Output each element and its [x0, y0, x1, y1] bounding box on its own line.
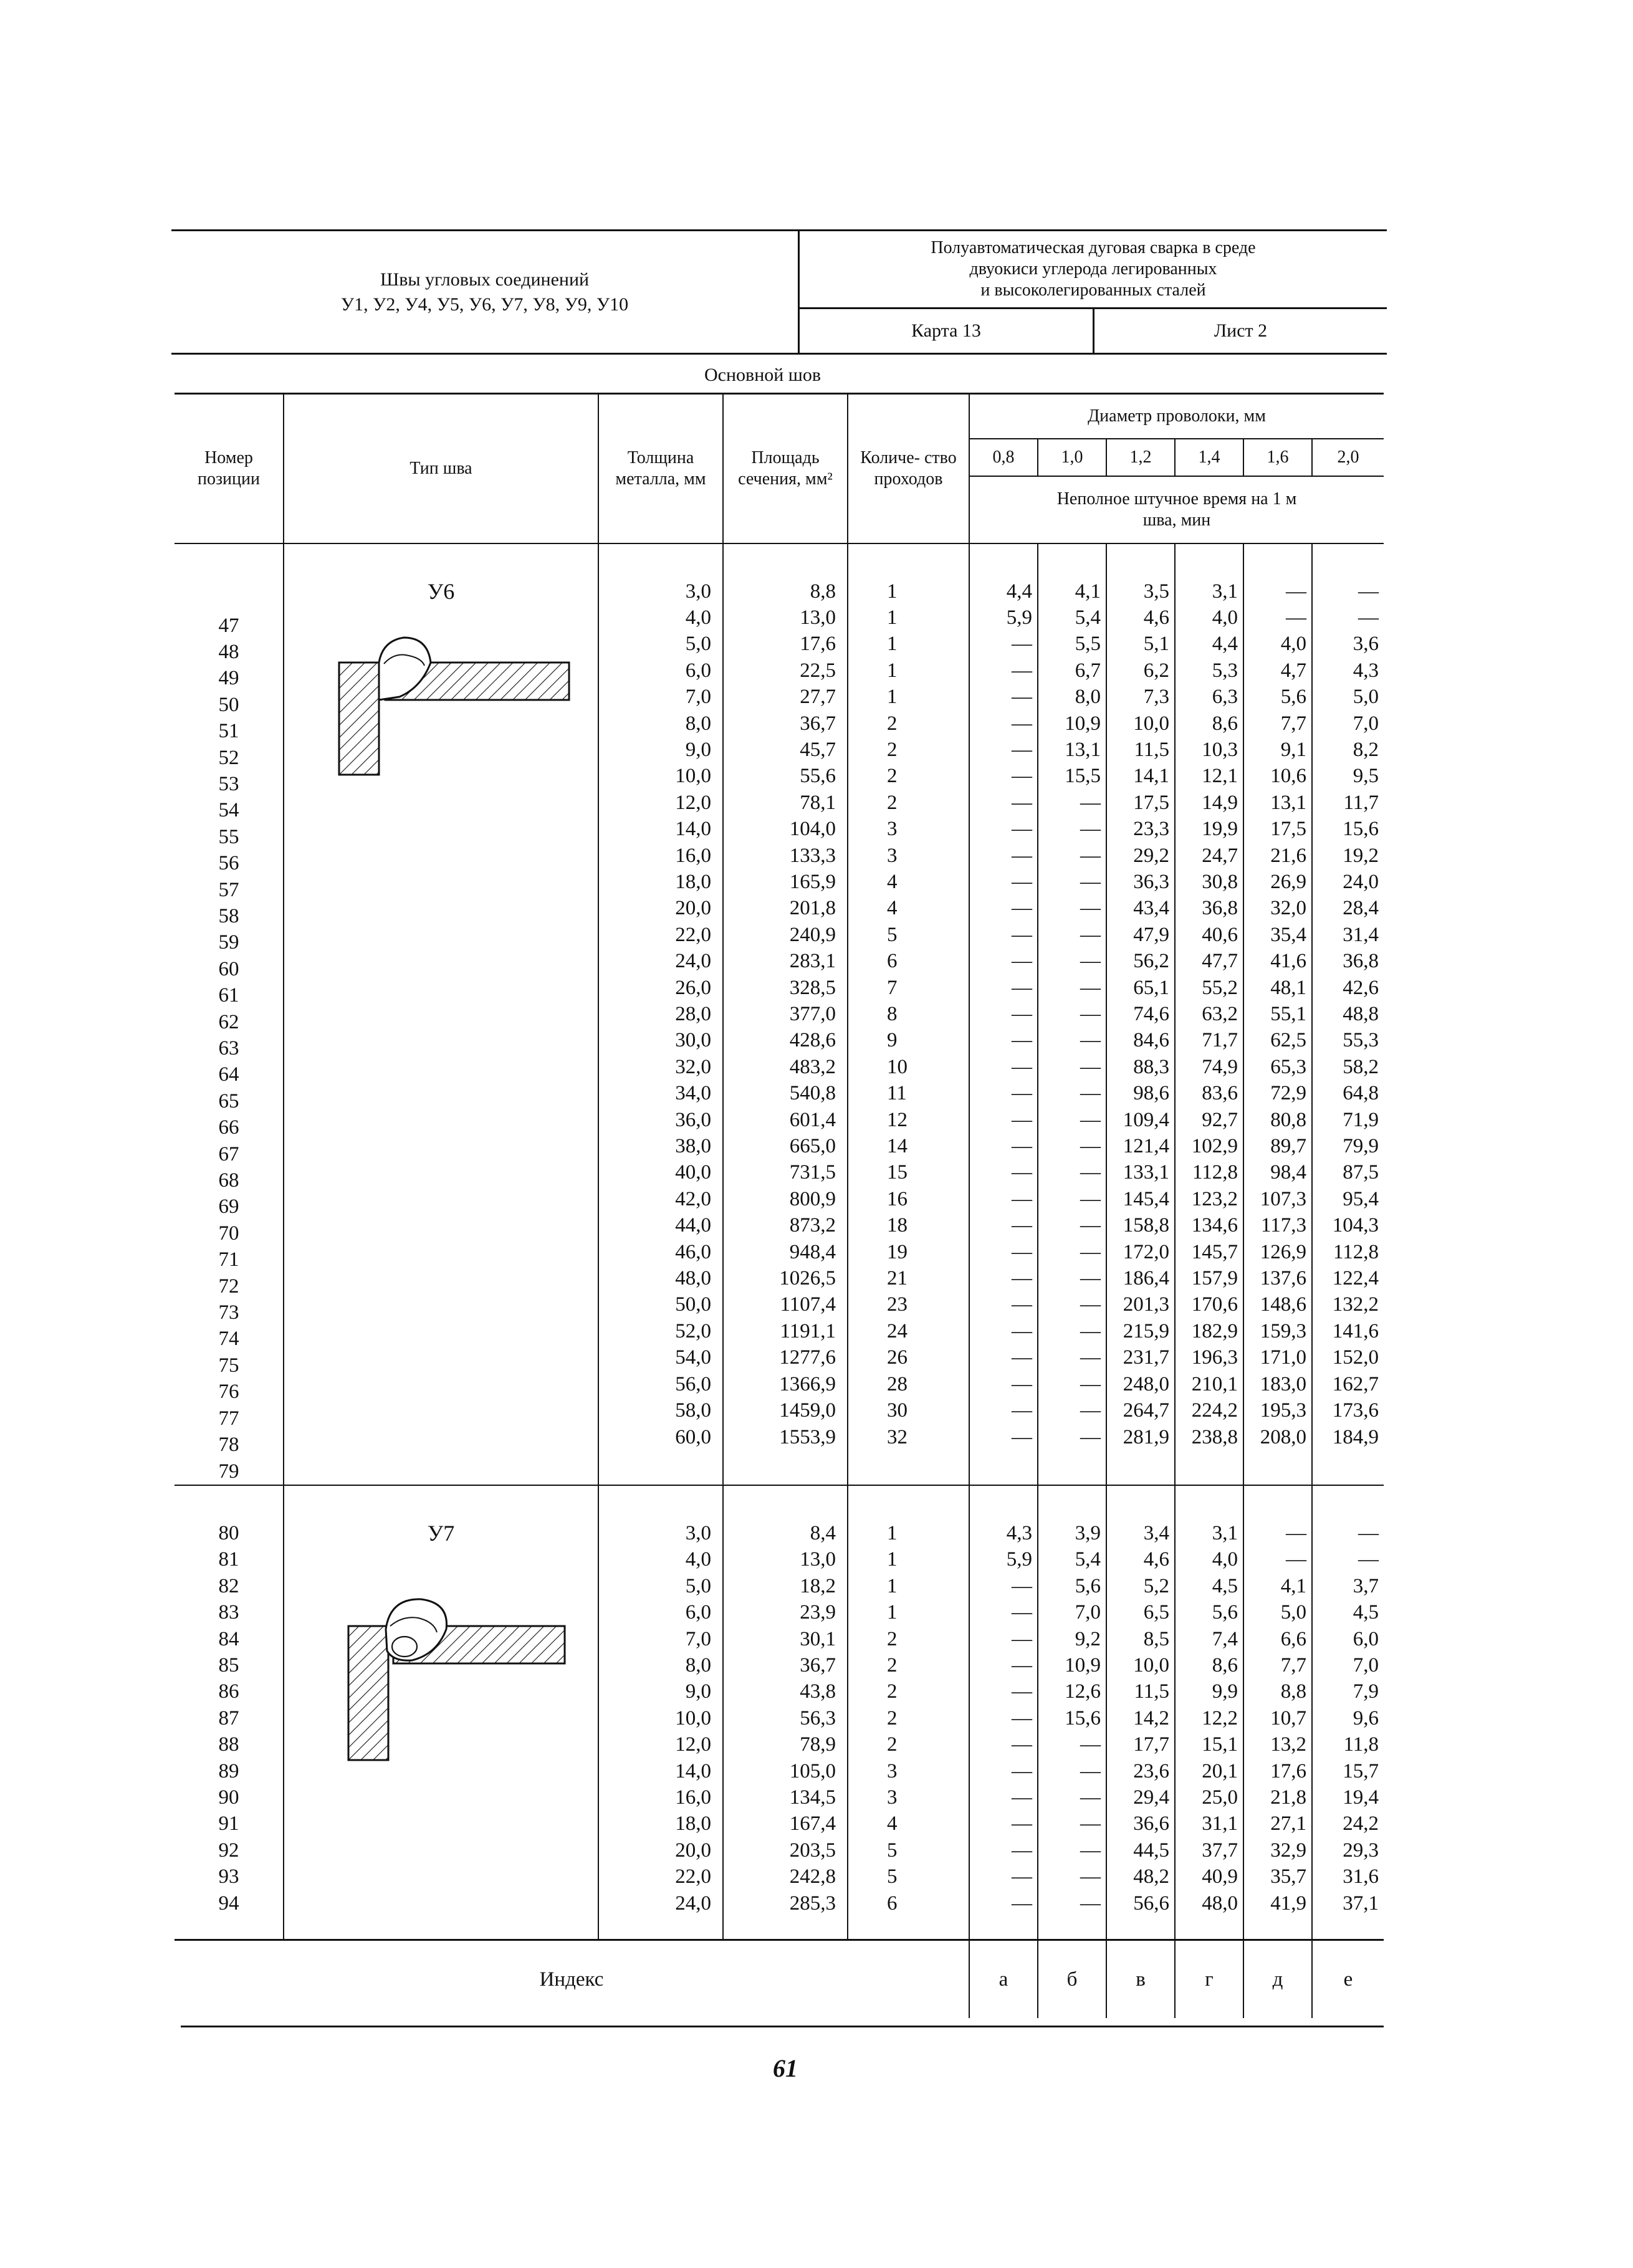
col-header-type: Тип шва — [284, 394, 598, 543]
passes-list: 1 1 1 1 1 2 2 2 2 3 3 4 4 5 6 7 8 9 10 11 12 14 15 16 18 19 21 23 24 26 28 30 32 — [887, 580, 907, 1448]
index-row — [175, 1940, 1384, 2019]
seam-type-line-1: Швы угловых соединений — [380, 269, 590, 290]
seam-type-line-2: У1, У2, У4, У5, У6, У7, У8, У9, У10 — [340, 294, 629, 315]
sheet-number: Лист 2 — [1214, 320, 1268, 341]
diameter-1-2: 1,2 — [1106, 439, 1175, 476]
area-list: 8,4 13,0 18,2 23,9 30,1 36,7 43,8 56,3 78,9 105,0 134,5 167,4 203,5 242,8 285,3 — [789, 1521, 836, 1915]
footer-rule — [181, 2026, 1384, 2027]
seam-group-u6 — [175, 543, 1384, 1485]
time-d16-list: — — 4,1 5,0 6,6 7,7 8,8 10,7 13,2 17,6 21,8 27,1 32,9 35,7 41,9 — [1270, 1521, 1306, 1915]
seam-u7-drawing-icon — [343, 1592, 568, 1766]
time-d20-list: — — 3,7 4,5 6,0 7,0 7,9 9,6 11,8 15,7 19,4 24,2 29,3 31,6 37,1 — [1343, 1521, 1379, 1915]
col-header-area: Площадь сечения, мм² — [723, 394, 848, 543]
card-number: Карта 13 — [800, 309, 1094, 353]
index-v: в — [1106, 1940, 1175, 2019]
area-list: 8,8 13,0 17,6 22,5 27,7 36,7 45,7 55,6 78,1 104,0 133,3 165,9 201,8 240,9 283,1 328,5 377,0 428,6 483,2 540,8 601,4 665,0 731,5 800,9 873,2 948,4 1026,5 1107,4 1191,1 1277,6 1366,9 1459,0 1553,9 — [779, 580, 836, 1448]
col-header-position: Номер позиции — [175, 394, 284, 543]
index-e: е — [1312, 1940, 1384, 2019]
index-g: г — [1175, 1940, 1243, 2019]
time-d08-list: 4,4 5,9 — — — — — — — — — — — — — — — — — — — — — — — — — — — — — — — — [1006, 580, 1032, 1448]
index-d: д — [1243, 1940, 1312, 2019]
diameter-1-6: 1,6 — [1243, 439, 1312, 476]
col-header-passes: Количе- ство проходов — [848, 394, 969, 543]
table-caption: Основной шов — [704, 365, 821, 385]
seam-type-title — [171, 231, 800, 353]
time-d16-list: — — 4,0 4,7 5,6 7,7 9,1 10,6 13,1 17,5 21,6 26,9 32,0 35,4 41,6 48,1 55,1 62,5 65,3 72,9 80,8 89,7 98,4 107,3 117,3 126,9 137,6 148,6 159,3 171,0 183,0 195,3 208,0 — [1260, 580, 1306, 1448]
process-title — [800, 231, 1387, 309]
col-header-diameter: Диаметр проволоки, мм — [969, 394, 1384, 439]
positions-list: 47 48 49 50 51 52 53 54 55 56 57 58 59 60 61 62 63 64 65 66 67 68 69 70 71 72 73 74 75 76 77 78 79 — [218, 614, 239, 1483]
passes-list: 1 1 1 1 2 2 2 2 2 3 3 4 5 5 6 — [887, 1521, 898, 1915]
thickness-list: 3,0 4,0 5,0 6,0 7,0 8,0 9,0 10,0 12,0 14,0 16,0 18,0 20,0 22,0 24,0 26,0 28,0 30,0 32,0 34,0 36,0 38,0 40,0 42,0 44,0 46,0 48,0 50,0 52,0 54,0 56,0 58,0 60,0 — [675, 580, 711, 1448]
process-line-2: двуокиси углерода легированных — [969, 259, 1217, 279]
seam-u6-drawing-icon — [334, 619, 571, 781]
positions-list: 80 81 82 83 84 85 86 87 88 89 90 91 92 93 94 — [218, 1521, 239, 1915]
diameter-2-0: 2,0 — [1312, 439, 1384, 476]
time-d14-list: 3,1 4,0 4,5 5,6 7,4 8,6 9,9 12,2 15,1 20,1 25,0 31,1 37,7 40,9 48,0 — [1202, 1521, 1238, 1915]
index-b: б — [1038, 1940, 1106, 2019]
title-block — [171, 229, 1387, 355]
page-number: 61 — [773, 2054, 798, 2082]
index-label: Индекс — [539, 1968, 604, 1991]
process-line-1: Полуавтоматическая дуговая сварка в среде — [931, 238, 1256, 257]
col-header-thickness: Толщина металла, мм — [598, 394, 723, 543]
time-d08-list: 4,3 5,9 — — — — — — — — — — — — — — [1006, 1521, 1032, 1915]
time-d10-list: 4,1 5,4 5,5 6,7 8,0 10,9 13,1 15,5 — — — — — — — — — — — — — — — — — — — — — — — — — — [1065, 580, 1101, 1448]
process-line-3: и высоколегированных сталей — [980, 280, 1206, 300]
index-a: а — [969, 1940, 1038, 2019]
time-d12-list: 3,4 4,6 5,2 6,5 8,5 10,0 11,5 14,2 17,7 23,6 29,4 36,6 44,5 48,2 56,6 — [1133, 1521, 1169, 1915]
diameter-1-0: 1,0 — [1038, 439, 1106, 476]
diameter-1-4: 1,4 — [1175, 439, 1243, 476]
time-d10-list: 3,9 5,4 5,6 7,0 9,2 10,9 12,6 15,6 — — — — — — — — [1065, 1521, 1101, 1915]
seam-type-label: У7 — [427, 1520, 455, 1546]
time-d12-list: 3,5 4,6 5,1 6,2 7,3 10,0 11,5 14,1 17,5 23,3 29,2 36,3 43,4 47,9 56,2 65,1 74,6 84,6 88,3 98,6 109,4 121,4 133,1 145,4 158,8 172,0 186,4 201,3 215,9 231,7 248,0 264,7 281,9 — [1123, 580, 1169, 1448]
thickness-list: 3,0 4,0 5,0 6,0 7,0 8,0 9,0 10,0 12,0 14,0 16,0 18,0 20,0 22,0 24,0 — [675, 1521, 711, 1915]
seam-type-label: У6 — [427, 578, 455, 604]
seam-group-u7 — [175, 1485, 1384, 1940]
time-norms-table — [175, 393, 1384, 2018]
diameter-0-8: 0,8 — [969, 439, 1038, 476]
col-header-time: Неполное штучное время на 1 м шва, мин — [969, 476, 1384, 543]
time-d20-list: — — 3,6 4,3 5,0 7,0 8,2 9,5 11,7 15,6 19,2 24,0 28,4 31,4 36,8 42,6 48,8 55,3 58,2 64,8 71,9 79,9 87,5 95,4 104,3 112,8 122,4 132,2 141,6 152,0 162,7 173,6 184,9 — [1332, 580, 1379, 1448]
time-d14-list: 3,1 4,0 4,4 5,3 6,3 8,6 10,3 12,1 14,9 19,9 24,7 30,8 36,8 40,6 47,7 55,2 63,2 71,7 74,9 83,6 92,7 102,9 112,8 123,2 134,6 145,7 157,9 170,6 182,9 196,3 210,1 224,2 238,8 — [1191, 580, 1238, 1448]
